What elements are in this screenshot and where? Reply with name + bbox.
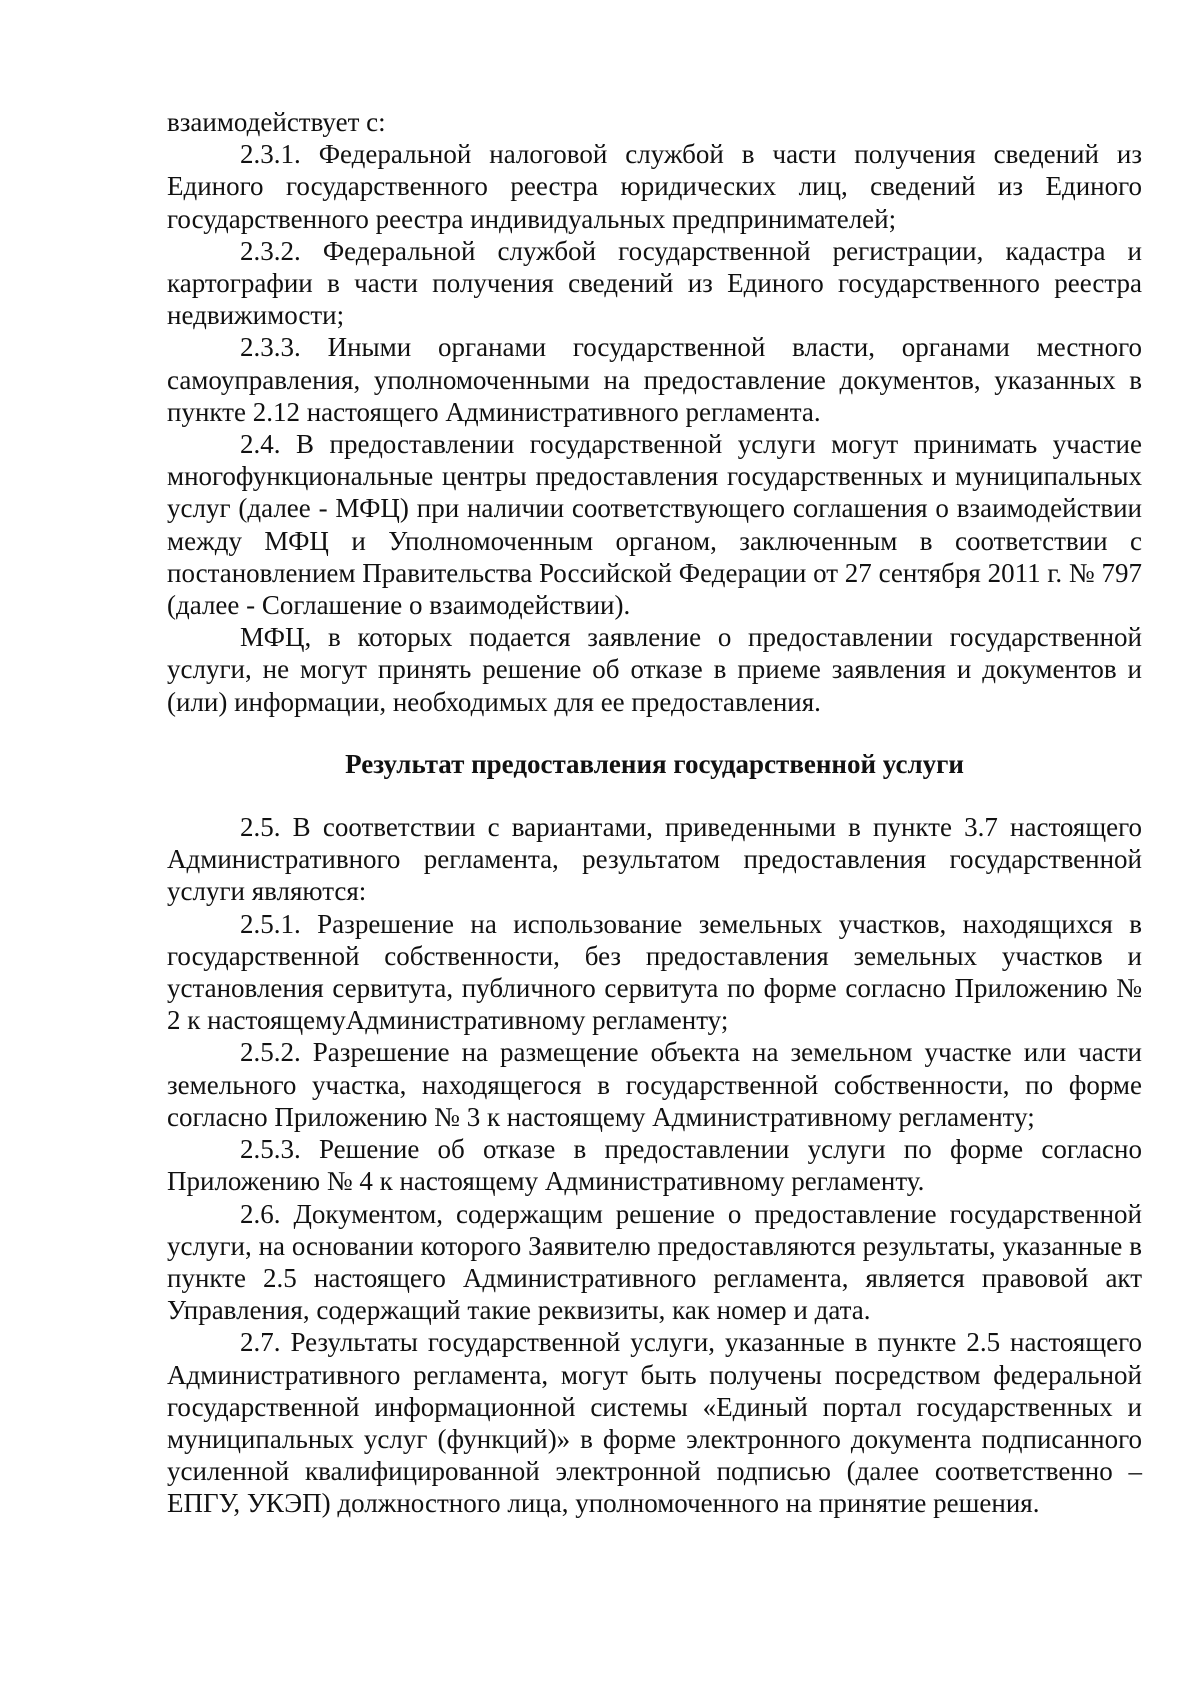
paragraph-2-5-2: 2.5.2. Разрешение на размещение объекта на земельном участке или части земельного участка, находящегося в государственной собственности, по форме согласно Приложению № 3 к настоящему Административному регламенту; [167,1037,1142,1132]
document-page [167,106,1142,1520]
paragraph-2-5-1: 2.5.1. Разрешение на использование земельных участков, находящихся в государственной собственности, без предоставления земельных участков и установления сервитута, публичного сервитута по форме согласно Приложению № 2 к настоящемуАдминистративному регламенту; [167,908,1142,1036]
section-heading: Результат предоставления государственной услуги [345,748,964,779]
paragraph-continuation: взаимодействует с: [167,107,386,137]
paragraph-2-5: 2.5. В соответствии с вариантами, приведенными в пункте 3.7 настоящего Административного регламента, результатом предоставления государственной услуги являются: [167,812,1142,907]
paragraph-2-3-3: 2.3.3. Иными органами государственной власти, органами местного самоуправления, уполномоченными на предоставление документов, указанных в пункте 2.12 настоящего Административного регламента. [167,332,1142,427]
paragraph-mfc: МФЦ, в которых подается заявление о предоставлении государственной услуги, не могут принять решение об отказе в приеме заявления и документов и (или) информации, необходимых для ее предоставления. [167,622,1142,717]
paragraph-2-3-1: 2.3.1. Федеральной налоговой службой в части получения сведений из Единого государственного реестра юридических лиц, сведений из Единого государственного реестра индивидуальных предпринимателей; [167,139,1142,234]
paragraph-2-5-3: 2.5.3. Решение об отказе в предоставлении услуги по форме согласно Приложению № 4 к настоящему Административному регламенту. [167,1134,1142,1197]
paragraph-2-7: 2.7. Результаты государственной услуги, указанные в пункте 2.5 настоящего Административного регламента, могут быть получены посредством федеральной государственной информационной системы «Единый портал государственных и муниципальных услуг (функций)» в форме электронного документа подписанного усиленной квалифицированной электронной подписью (далее соответственно – ЕПГУ, УКЭП) должностного лица, уполномоченного на принятие решения. [167,1327,1142,1519]
paragraph-2-6: 2.6. Документом, содержащим решение о предоставление государственной услуги, на основании которого Заявителю предоставляются результаты, указанные в пункте 2.5 настоящего Административного регламента, является правовой акт Управления, содержащий такие реквизиты, как номер и дата. [167,1198,1142,1326]
paragraph-2-3-2: 2.3.2. Федеральной службой государственной регистрации, кадастра и картографии в части получения сведений из Единого государственного реестра недвижимости; [167,235,1142,331]
paragraph-2-4: 2.4. В предоставлении государственной услуги могут принимать участие многофункциональные центры предоставления государственных и муниципальных услуг (далее - МФЦ) при наличии соответствующего соглашения о взаимодействии между МФЦ и Уполномоченным органом, заключенным в соответствии с постановлением Правительства Российской Федерации от 27 сентября 2011 г. № 797 (далее - Соглашение о взаимодействии). [167,429,1142,621]
